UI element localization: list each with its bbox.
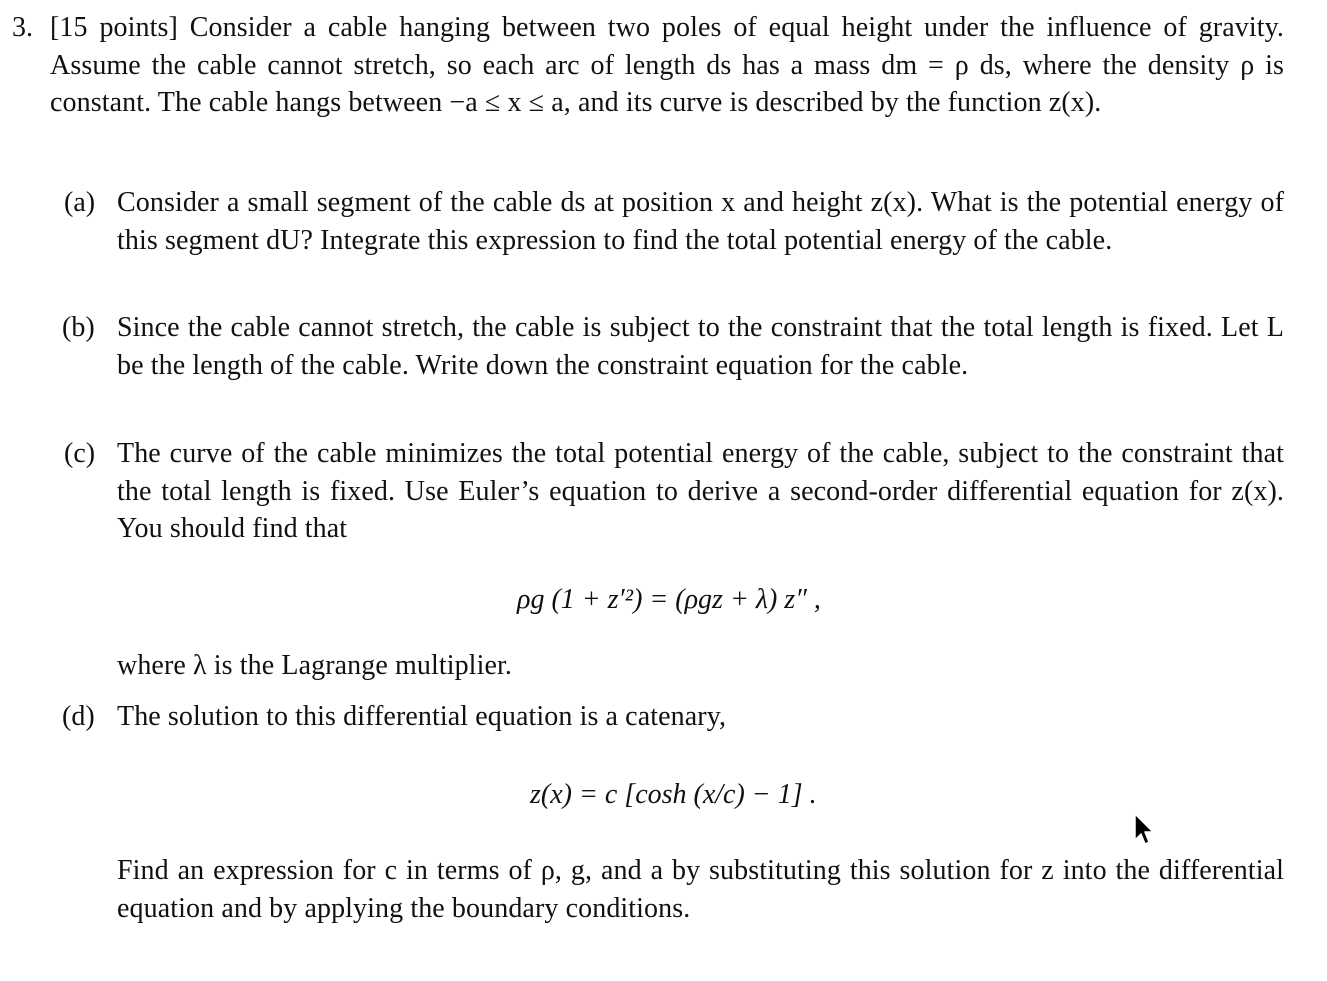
part-a-text: Consider a small segment of the cable ds at position x and height z(x). What is the potential energy of this segment dU? Integrate this expression to find the total potential energy of the cable. <box>117 187 1284 256</box>
part-b-text: Since the cable cannot stretch, the cable is subject to the constraint that the total length is fixed. Let L be the length of the cable. Write down the constraint equation for the cable. <box>117 312 1284 381</box>
mouse-pointer-icon <box>1133 812 1157 848</box>
part-d-text: The solution to this differential equation is a catenary, <box>117 701 727 732</box>
part-c-after: where λ is the Lagrange multiplier. <box>117 650 512 681</box>
part-c-label: (c) <box>64 438 96 469</box>
part-a-label: (a) <box>64 187 96 218</box>
part-b-label: (b) <box>62 312 95 343</box>
problem-intro: [15 points] Consider a cable hanging between two poles of equal height under the influence of gravity. Assume the cable cannot stretch, so each arc of length ds has a mass dm = ρ ds, where the density ρ is constant. The cable hangs between −a ≤ x ≤ a, and its curve is described by the function z(x). <box>50 12 1284 118</box>
part-d-equation: z(x) = c [cosh (x/c) − 1] . <box>530 779 817 810</box>
part-c-equation: ρg (1 + z′²) = (ρgz + λ) z″ , <box>517 584 821 615</box>
part-d-after: Find an expression for c in terms of ρ, g, and a by substituting this solution for z into the differential equation and by applying the boundary conditions. <box>117 855 1284 924</box>
problem-number: 3. <box>12 12 33 43</box>
part-c-text: The curve of the cable minimizes the total potential energy of the cable, subject to the constraint that the total length is fixed. Use Euler’s equation to derive a second-order differential equation for z(x). You should find that <box>117 438 1284 544</box>
part-d-label: (d) <box>62 701 95 732</box>
